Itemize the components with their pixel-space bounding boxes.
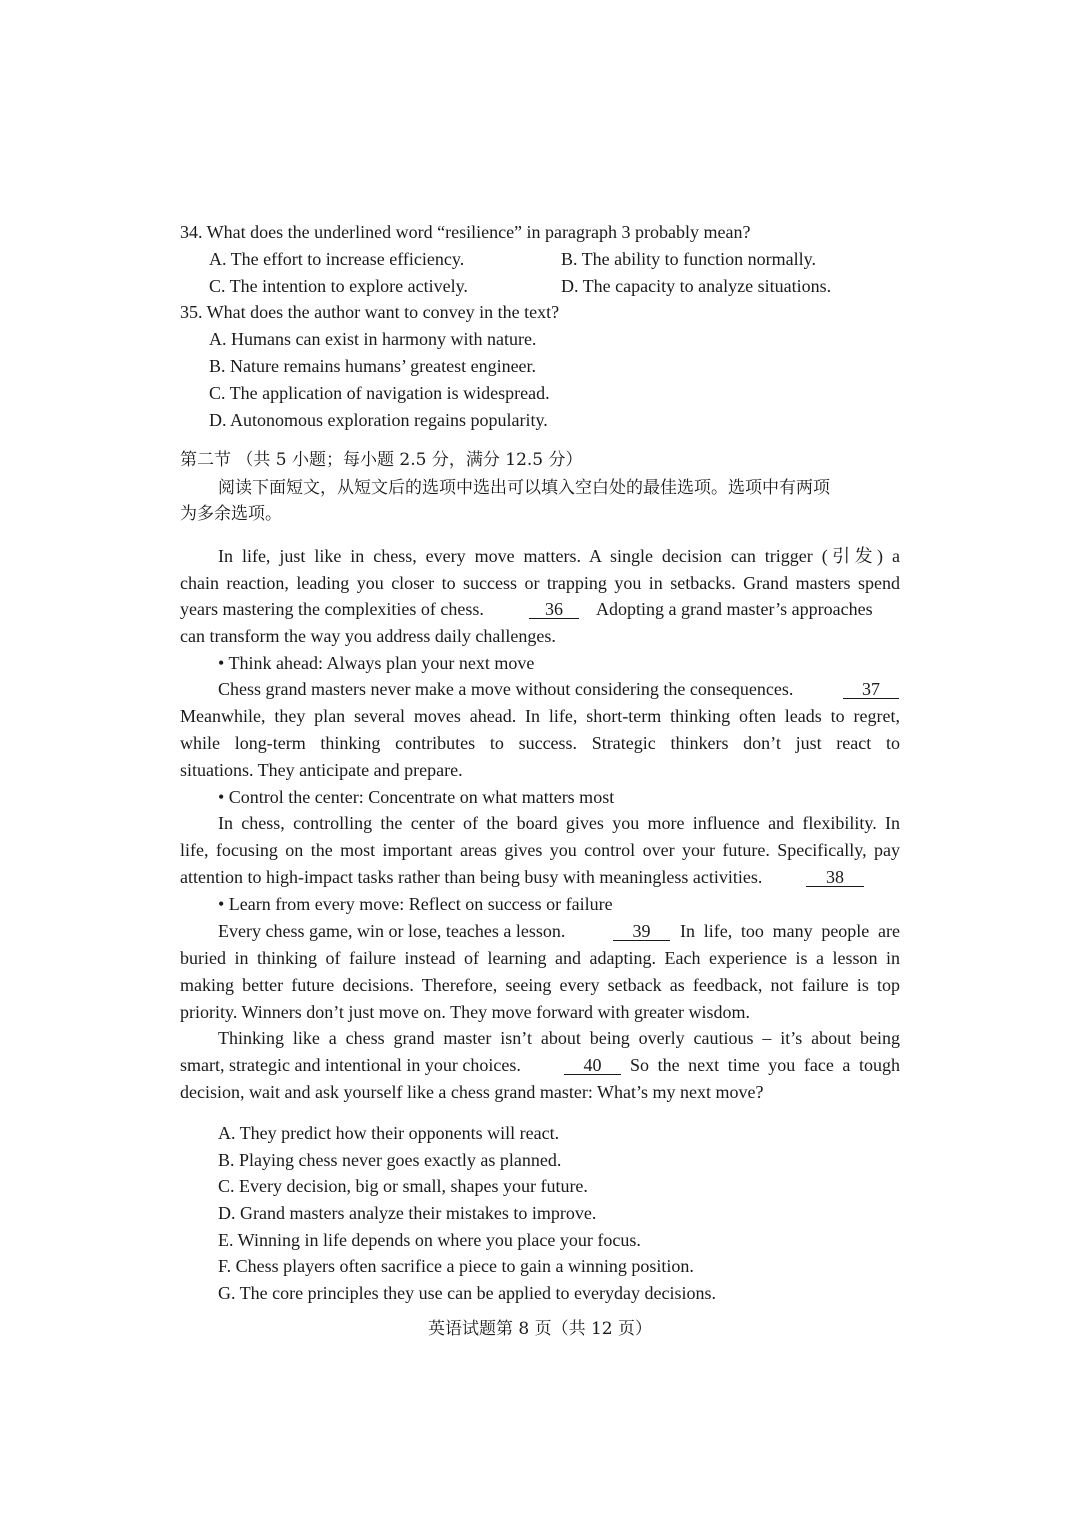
passage-p1-line2: chain reaction, leading you closer to success or trapping you in setbacks. Grand masters spend: [180, 573, 900, 593]
option-f: F. Chess players often sacrifice a piece to gain a winning position.: [218, 1256, 694, 1276]
passage-p5-line1: Thinking like a chess grand master isn’t about being overly cautious – it’s about being: [218, 1028, 900, 1048]
blank-38: [806, 866, 864, 888]
blank-38-number: 38: [806, 868, 864, 887]
passage-p5-line2a: smart, strategic and intentional in your choices.: [180, 1055, 521, 1075]
section-instructions-2: 为多余选项。: [180, 504, 282, 524]
passage-p1-line4: can transform the way you address daily challenges.: [180, 626, 556, 646]
blank-40: [564, 1054, 621, 1076]
option-g: G. The core principles they use can be applied to everyday decisions.: [218, 1283, 716, 1303]
passage-p4-line1a: Every chess game, win or lose, teaches a lesson.: [218, 921, 566, 941]
blank-36: [529, 598, 579, 620]
q34-option-d: D. The capacity to analyze situations.: [561, 276, 832, 296]
q35-option-c: C. The application of navigation is widespread.: [209, 383, 550, 403]
passage-p1-line3b: Adopting a grand master’s approaches: [596, 599, 873, 619]
passage-p3-line1: In chess, controlling the center of the board gives you more influence and flexibility. In: [218, 813, 900, 833]
passage-p4-line2: buried in thinking of failure instead of learning and adapting. Each experience is a lesson in: [180, 948, 900, 968]
blank-39-number: 39: [613, 922, 670, 941]
passage-p2-line4: situations. They anticipate and prepare.: [180, 760, 463, 780]
blank-39: [613, 920, 670, 942]
passage-p2-line3: while long-term thinking contributes to success. Strategic thinkers don’t just react to: [180, 733, 900, 753]
option-b: B. Playing chess never goes exactly as planned.: [218, 1150, 562, 1170]
q35-stem: 35. What does the author want to convey in the text?: [180, 302, 560, 322]
section-instructions-1: 阅读下面短文，从短文后的选项中选出可以填入空白处的最佳选项。选项中有两项: [218, 478, 830, 498]
passage-p2-line1: Chess grand masters never make a move without considering the consequences.: [218, 679, 794, 699]
option-d: D. Grand masters analyze their mistakes to improve.: [218, 1203, 597, 1223]
passage-p1-line1: In life, just like in chess, every move matters. A single decision can trigger (引发) a: [218, 546, 900, 566]
option-c: C. Every decision, big or small, shapes your future.: [218, 1176, 588, 1196]
option-a: A. They predict how their opponents will react.: [218, 1123, 560, 1143]
passage-p2-line2: Meanwhile, they plan several moves ahead. In life, short-term thinking often leads to regret,: [180, 706, 900, 726]
blank-40-number: 40: [564, 1056, 621, 1075]
passage-p4-line4: priority. Winners don’t just move on. They move forward with greater wisdom.: [180, 1002, 751, 1022]
heading-control-center: • Control the center: Concentrate on what matters most: [218, 787, 615, 807]
page-footer: 英语试题第 8 页（共 12 页）: [427, 1319, 653, 1339]
q34-option-a: A. The effort to increase efficiency.: [209, 249, 465, 269]
passage-p5-line3: decision, wait and ask yourself like a chess grand master: What’s my next move?: [180, 1082, 764, 1102]
q35-option-d: D. Autonomous exploration regains popularity.: [209, 410, 548, 430]
blank-36-number: 36: [529, 600, 579, 619]
q35-option-b: B. Nature remains humans’ greatest engineer.: [209, 356, 537, 376]
passage-p4-line1b: In life, too many people are: [680, 921, 900, 941]
passage-p4-line3: making better future decisions. Therefore, seeing every setback as feedback, not failure is top: [180, 975, 900, 995]
section-title: 第二节 （共 5 小题；每小题 2.5 分，满分 12.5 分）: [180, 450, 583, 470]
heading-learn-from-move: • Learn from every move: Reflect on success or failure: [218, 894, 613, 914]
passage-p5-line2b: So the next time you face a tough: [630, 1055, 900, 1075]
q34-option-b: B. The ability to function normally.: [561, 249, 816, 269]
q34-stem: 34. What does the underlined word “resilience” in paragraph 3 probably mean?: [180, 222, 751, 242]
heading-think-ahead: • Think ahead: Always plan your next move: [218, 653, 535, 673]
q34-option-c: C. The intention to explore actively.: [209, 276, 468, 296]
passage-p3-line2: life, focusing on the most important areas gives you control over your future. Specifically, pay: [180, 840, 900, 860]
blank-37: [843, 678, 899, 700]
blank-37-number: 37: [843, 680, 899, 699]
passage-p3-line3: attention to high-impact tasks rather than being busy with meaningless activities.: [180, 867, 763, 887]
option-e: E. Winning in life depends on where you place your focus.: [218, 1230, 641, 1250]
passage-p1-line3a: years mastering the complexities of chess.: [180, 599, 484, 619]
q35-option-a: A. Humans can exist in harmony with nature.: [209, 329, 537, 349]
